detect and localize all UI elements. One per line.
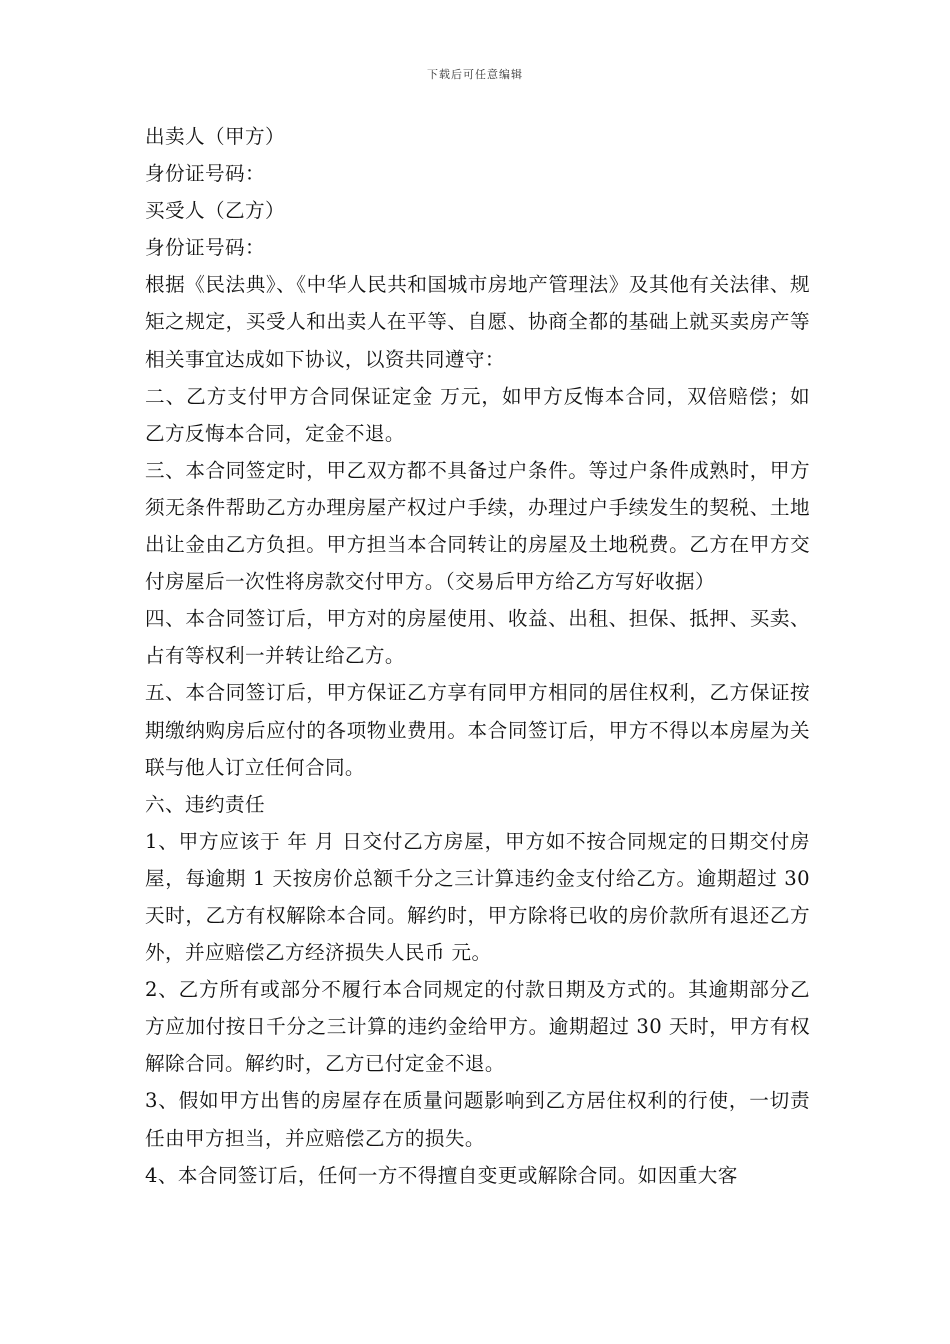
breach-item-3: 3、假如甲方出售的房屋存在质量问题影响到乙方居住权利的行使，一切责任由甲方担当，并应赔偿乙方的损失。 <box>145 1089 810 1150</box>
preamble-paragraph: 根据《民法典》、《中华人民共和国城市房地产管理法》及其他有关法律、规矩之规定，买受人和出卖人在平等、自愿、协商全都的基础上就买卖房产等相关事宜达成如下协议，以资共同遵守： <box>145 273 810 371</box>
party-b-label: 买受人（乙方） <box>145 199 285 223</box>
clause-2-paragraph: 二、乙方支付甲方合同保证定金 万元，如甲方反悔本合同，双倍赔偿；如乙方反悔本合同，定金不退。 <box>145 384 810 445</box>
party-a-id-label: 身份证号码： <box>145 162 265 186</box>
document-body <box>145 118 810 1194</box>
clause-5-paragraph: 五、本合同签订后，甲方保证乙方享有同甲方相同的居住权利，乙方保证按期缴纳购房后应付的各项物业费用。本合同签订后，甲方不得以本房屋为关联与他人订立任何合同。 <box>145 681 810 779</box>
clause-4-paragraph: 四、本合同签订后，甲方对的房屋使用、收益、出租、担保、抵押、买卖、占有等权利一并转让给乙方。 <box>145 607 810 668</box>
clause-3-paragraph: 三、本合同签定时，甲乙双方都不具备过户条件。等过户条件成熟时，甲方须无条件帮助乙方办理房屋产权过户手续，办理过户手续发生的契税、土地出让金由乙方负担。甲方担当本合同转让的房屋及土地税费。乙方在甲方交付房屋后一次性将房款交付甲方。（交易后甲方给乙方写好收据） <box>145 458 810 594</box>
breach-item-4: 4、本合同签订后，任何一方不得擅自变更或解除合同。如因重大客 <box>145 1163 738 1187</box>
breach-item-1: 1、甲方应该于 年 月 日交付乙方房屋，甲方如不按合同规定的日期交付房屋，每逾期 1 天按房价总额千分之三计算违约金支付给乙方。逾期超过 30 天时，乙方有权解除本合同。解约时，甲方除将已收的房价款所有退还乙方外，并应赔偿乙方经济损失人民币 元。 <box>145 829 810 965</box>
page-header: 下载后可任意编辑 <box>427 68 523 81</box>
party-b-id-label: 身份证号码： <box>145 236 265 260</box>
clause-6-heading: 六、违约责任 <box>145 792 265 816</box>
party-a-label: 出卖人（甲方） <box>145 125 285 148</box>
breach-item-2: 2、乙方所有或部分不履行本合同规定的付款日期及方式的。其逾期部分乙方应加付按日千分之三计算的违约金给甲方。逾期超过 30 天时，甲方有权解除合同。解约时，乙方已付定金不退。 <box>145 978 810 1076</box>
